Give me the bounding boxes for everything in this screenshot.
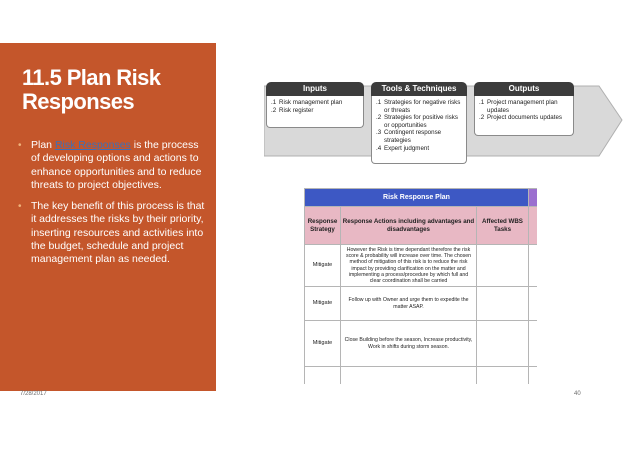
table-title-row — [305, 189, 538, 207]
header-actions: Response Actions including advantages and disadvantages — [341, 207, 477, 245]
empty-cell — [477, 367, 529, 385]
slide-title: 11.5 Plan Risk Responses — [22, 65, 161, 114]
table-row — [305, 245, 538, 287]
tools-list — [371, 96, 467, 164]
process-diagram — [264, 80, 624, 166]
risk-response-table — [304, 188, 537, 384]
row-actions: Follow up with Owner and urge them to expedite the matter ASAP. — [341, 287, 477, 321]
risk-response-grid — [304, 188, 537, 384]
inputs-list — [266, 96, 364, 128]
bullet-marker-icon: • — [18, 201, 22, 213]
bullet-1-post: is the process of developing options and actions to enhance opportunities and to reduce threats to project objectives. — [31, 139, 202, 191]
list-item: .2 Risk register — [271, 106, 314, 114]
slide-date: 7/28/2017 — [20, 391, 47, 397]
list-item: .1 Strategies for negative risks or threats — [376, 99, 461, 114]
empty-cell — [529, 367, 538, 385]
bullet-marker-icon: • — [18, 140, 22, 151]
bullet-list — [18, 139, 210, 275]
empty-cell — [341, 367, 477, 385]
row-wbs — [477, 321, 529, 367]
inputs-heading: Inputs — [266, 82, 364, 96]
tools-box — [371, 82, 467, 164]
list-item: .1 Project management plan updates — [479, 99, 558, 114]
page-number: 40 — [574, 391, 581, 397]
list-item: .4 Expert judgment — [376, 144, 430, 152]
row-actions: Close Building before the season, Increase productivity, Work in shifts during storm season. — [341, 321, 477, 367]
row-wbs — [477, 287, 529, 321]
table-row-empty — [305, 367, 538, 385]
list-item: .2 Project documents updates — [479, 114, 562, 122]
outputs-list — [474, 96, 574, 136]
list-item: .2 Strategies for positive risks or opportunities — [376, 114, 458, 129]
table-title-edge — [529, 189, 538, 207]
outputs-box — [474, 82, 574, 136]
list-item: .3 Contingent response strategies — [376, 129, 442, 144]
inputs-box — [266, 82, 364, 128]
list-item: .1 Risk management plan — [271, 99, 343, 106]
bullet-2 — [18, 200, 210, 266]
bullet-1 — [18, 139, 210, 192]
outputs-heading: Outputs — [474, 82, 574, 96]
header-extra — [529, 207, 538, 245]
empty-cell — [305, 367, 341, 385]
bullet-2-text: The key benefit of this process is that it addresses the risks by their priority, inserting resources and activities into the budget, schedule and project management plan as needed. — [31, 200, 205, 266]
table-title: Risk Response Plan — [305, 189, 529, 207]
row-extra — [529, 245, 538, 287]
row-wbs — [477, 245, 529, 287]
row-strategy: Mitigate — [305, 287, 341, 321]
table-row — [305, 321, 538, 367]
header-wbs: Affected WBS Tasks — [477, 207, 529, 245]
row-actions: However the Risk is time dependant therefore the risk score & probability will increase over time. The chosen method of mitigation of this risk is to reduce the risk impact by providing clarification on the matter and implementing a process/procedure by which full and clear coordination shall be carried — [341, 245, 477, 287]
header-strategy: Response Strategy — [305, 207, 341, 245]
row-extra — [529, 321, 538, 367]
row-strategy: Mitigate — [305, 321, 341, 367]
bullet-1-pre: Plan — [31, 139, 55, 151]
row-strategy: Mitigate — [305, 245, 341, 287]
risk-responses-link[interactable]: Risk Responses — [54, 139, 131, 151]
table-header-row — [305, 207, 538, 245]
row-extra — [529, 287, 538, 321]
table-row — [305, 287, 538, 321]
tools-heading: Tools & Techniques — [371, 82, 467, 96]
